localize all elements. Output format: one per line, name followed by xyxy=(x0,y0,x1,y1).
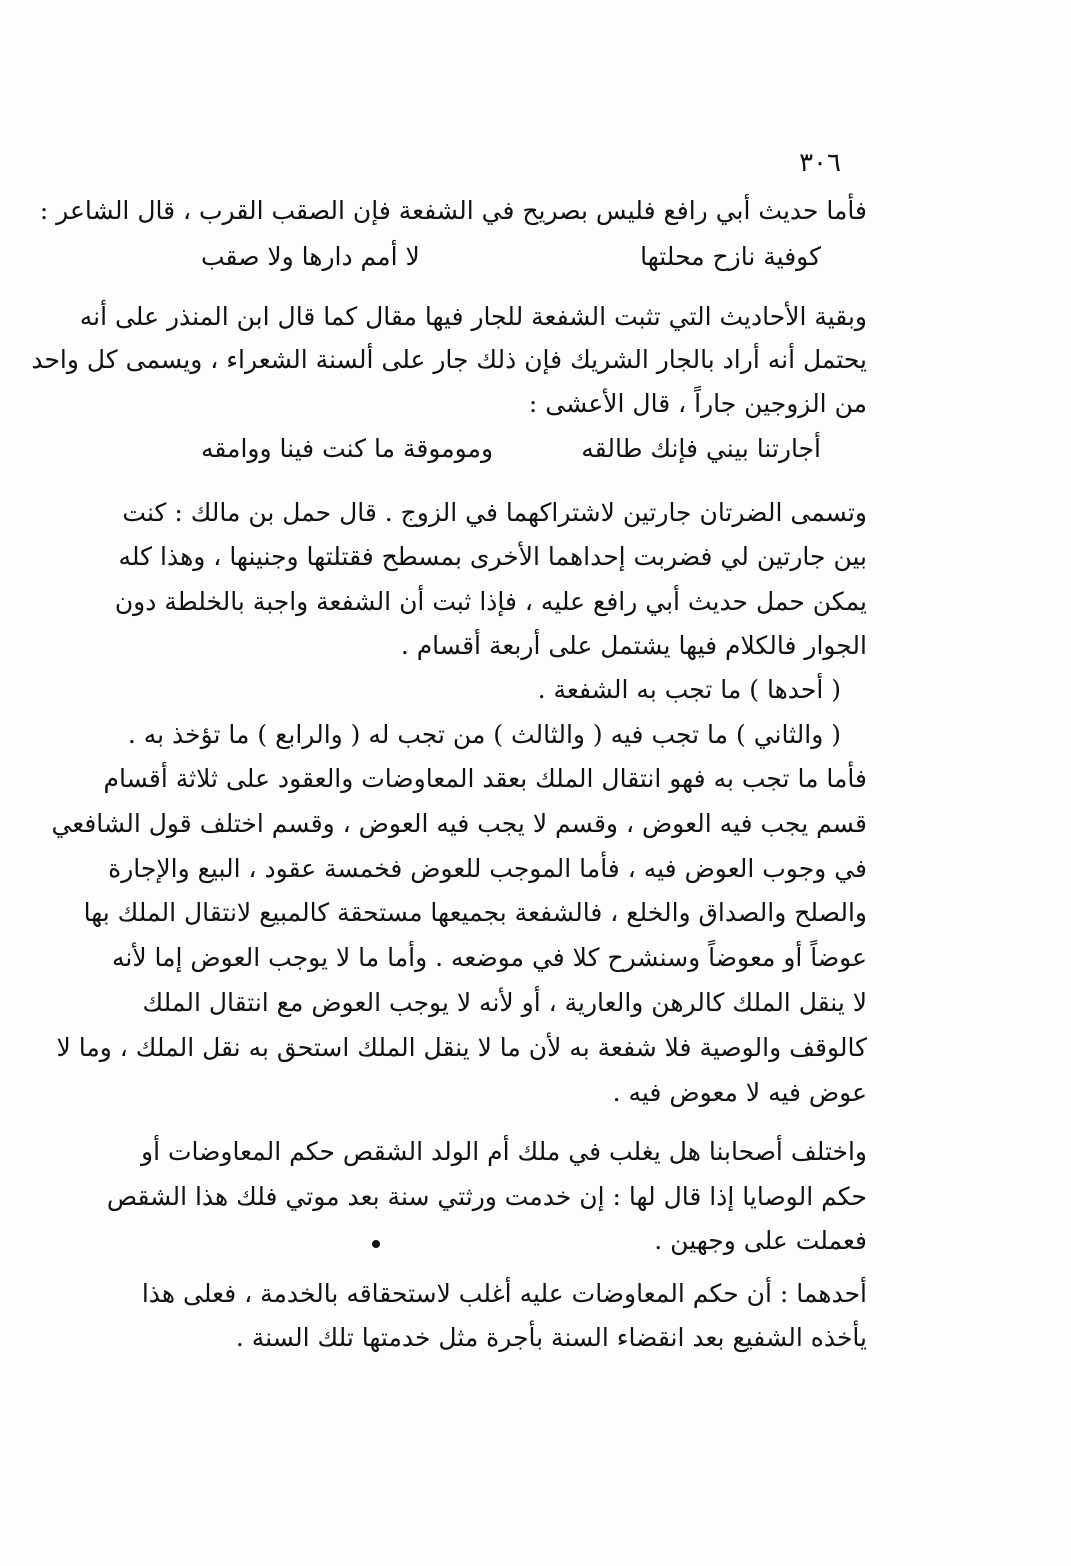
text-line: كالوقف والوصية فلا شفعة به لأن ما لا ينقل الملك استحق به نقل الملك ، وما لا xyxy=(56,1033,867,1062)
verse-hemistich: كوفية نازح محلتها xyxy=(640,242,821,271)
poetry-verse xyxy=(201,436,821,461)
text-line: يمكن حمل حديث أبي رافع عليه ، فإذا ثبت أن الشفعة واجبة بالخلطة دون xyxy=(114,587,867,616)
text-line: فأما حديث أبي رافع فليس بصريح في الشفعة فإن الصقب القرب ، قال الشاعر : xyxy=(39,196,867,225)
text-line: واختلف أصحابنا هل يغلب في ملك أم الولد الشقص حكم المعاوضات أو xyxy=(141,1137,867,1166)
text-line: وبقية الأحاديث التي تثبت الشفعة للجار فيها مقال كما قال ابن المنذر على أنه xyxy=(79,302,867,331)
text-line: حكم الوصايا إذا قال لها : إن خدمت ورثتي سنة بعد موتي فلك هذا الشقص xyxy=(106,1182,867,1211)
text-line: وتسمى الضرتان جارتين لاشتراكهما في الزوج . قال حمل بن مالك : كنت xyxy=(122,498,867,527)
text-line: والصلح والصداق والخلع ، فالشفعة بجميعها مستحقة كالمبيع لانتقال الملك بها xyxy=(83,898,867,927)
text-line: عوضاً أو معوضاً وسنشرح كلا في موضعه . وأما ما لا يوجب العوض إما لأنه xyxy=(111,943,867,972)
text-line: فأما ما تجب به فهو انتقال الملك بعقد المعاوضات والعقود على ثلاثة أقسام xyxy=(103,764,867,793)
verse-hemistich: وموموقة ما كنت فينا ووامقه xyxy=(201,434,494,463)
text-line: يأخذه الشفيع بعد انقضاء السنة بأجرة مثل خدمتها تلك السنة . xyxy=(235,1323,867,1352)
poetry-verse xyxy=(201,244,821,269)
ink-dot xyxy=(372,1240,380,1248)
text-line: فعملت على وجهين . xyxy=(654,1226,867,1255)
page-number: ٣٠٦ xyxy=(799,148,841,178)
verse-hemistich: أجارتنا بيني فإنك طالقه xyxy=(581,434,821,463)
text-line: عوض فيه لا معوض فيه . xyxy=(612,1078,867,1107)
text-line: قسم يجب فيه العوض ، وقسم لا يجب فيه العوض ، وقسم اختلف قول الشافعي xyxy=(51,809,867,838)
text-line: الجوار فالكلام فيها يشتمل على أربعة أقسام . xyxy=(400,631,867,660)
text-line: أحدهما : أن حكم المعاوضات عليه أغلب لاستحقاقه بالخدمة ، فعلى هذا xyxy=(141,1279,867,1308)
text-line: من الزوجين جاراً ، قال الأعشى : xyxy=(528,389,867,418)
text-line: ( أحدها ) ما تجب به الشفعة . xyxy=(537,675,841,704)
text-line: بين جارتين لي فضربت إحداهما الأخرى بمسطح فقتلتها وجنينها ، وهذا كله xyxy=(118,542,867,571)
text-line: يحتمل أنه أراد بالجار الشريك فإن ذلك جار على ألسنة الشعراء ، ويسمى كل واحد xyxy=(31,345,867,374)
text-line: لا ينقل الملك كالرهن والعارية ، أو لأنه لا يوجب العوض مع انتقال الملك xyxy=(142,988,867,1017)
text-line: في وجوب العوض فيه ، فأما الموجب للعوض فخمسة عقود ، البيع والإجارة xyxy=(108,854,867,883)
text-line: ( والثاني ) ما تجب فيه ( والثالث ) من تجب له ( والرابع ) ما تؤخذ به . xyxy=(127,720,841,749)
verse-hemistich: لا أمم دارها ولا صقب xyxy=(201,242,420,271)
